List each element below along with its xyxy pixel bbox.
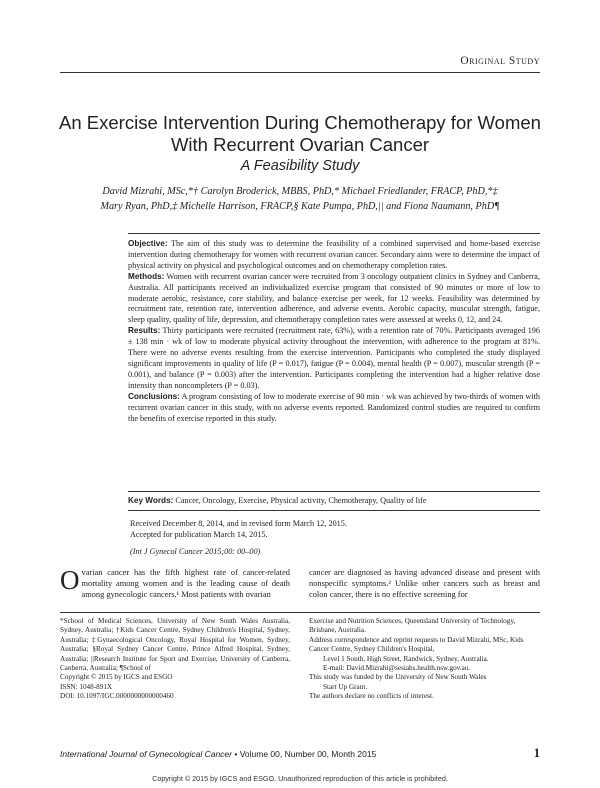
body-text-left: varian cancer has the fifth highest rate of cancer-related mortality among women and is the leading cause of death among gynecologic cancers.¹ Most patients with ovarian (81, 568, 290, 599)
authors-line-2: Mary Ryan, PhD,‡ Michelle Harrison, FRACP,§ Kate Pumpa, PhD,|| and Fiona Naumann, PhD¶ (100, 201, 500, 212)
accepted-date: Accepted for publication March 14, 2015. (130, 530, 268, 539)
doi: DOI: 10.1097/IGC.0000000000000460 (60, 692, 174, 701)
journal-footer (60, 749, 376, 759)
abstract-objective (128, 239, 540, 272)
header-rule (60, 72, 540, 73)
footnotes-right (309, 617, 540, 702)
methods-text: Women with recurrent ovarian cancer were recruited from 3 oncology outpatient clinics in Sydney and Canberra, Australia. All participants received an individualized exercise program that consisted of 90 minutes or more of low to moderate aerobic, resistance, core stability, and balance exercise per week, for 12 weeks. Feasibility was determined by recruitment rate, retention rate, intervention adherence, and adverse events. Aerobic capacity, muscular strength, fatigue, sleep quality, quality of life, depression, and chemotherapy completion rates were assessed at weeks 0, 12, and 24. (128, 271, 540, 325)
address-line-1: Address correspondence and reprint requests to David Mizrahi, MSc, Kids Cancer Centre, Sydney Children's Hospital, (309, 635, 524, 654)
affiliations-continued: Exercise and Nutrition Sciences, Queensland University of Technology, Brisbane, Australia. (309, 617, 516, 635)
page-number: 1 (533, 746, 540, 760)
abstract-results (128, 326, 540, 391)
address-line-2: Level 1 South, High Street, Randwick, Sydney, Australia. (323, 654, 489, 663)
article-dates (130, 518, 540, 540)
results-label: Results: (128, 326, 161, 336)
copyright: Copyright © 2015 by IGCS and ESGO (60, 673, 173, 682)
funding-line-2: Start Up Grant. (323, 682, 368, 691)
footer-separator: • (234, 749, 240, 759)
body-column-right (309, 568, 540, 601)
abstract (128, 233, 540, 424)
journal-name: International Journal of Gynecological Cancer (60, 749, 232, 759)
article-title: An Exercise Intervention During Chemotherapy for Women With Recurrent Ovarian Cancer (59, 112, 541, 155)
objective-label: Objective: (128, 239, 168, 248)
author-list (55, 184, 545, 214)
copyright-notice: Copyright © 2015 by IGCS and ESGO. Unauthorized reproduction of this article is prohibited. (152, 774, 448, 783)
received-date: Received December 8, 2014, and in revised form March 12, 2015. (130, 519, 347, 528)
article-subtitle: A Feasibility Study (240, 158, 360, 174)
keywords-text: Cancer, Oncology, Exercise, Physical activity, Chemotherapy, Quality of life (175, 496, 427, 505)
footnote-rule (60, 612, 540, 613)
journal-volume: Volume 00, Number 00, Month 2015 (239, 749, 377, 759)
conclusions-label: Conclusions: (128, 391, 180, 401)
address-line-3: E-mail: David.Mizrahi@sesiahs.health.nsw.gov.au. (323, 664, 471, 673)
conclusions-text: A program consisting of low to moderate exercise of 90 min · wk was achieved by two-thirds of women with recurrent ovarian cancer in this study, with no adverse events reported. Randomized control studies are required to confirm the benefits of exercise reported in this study. (128, 391, 540, 423)
drop-cap: O (60, 565, 80, 595)
section-label: Original Study (460, 55, 540, 67)
issn: ISSN: 1048-891X (60, 682, 113, 691)
abstract-conclusions (128, 392, 540, 425)
footnotes-left (60, 617, 290, 702)
citation: (Int J Gynecol Cancer 2015;00: 00–00) (130, 547, 261, 556)
keywords-label: Key Words: (128, 496, 174, 505)
abstract-methods (128, 272, 540, 327)
body-text-right: cancer are diagnosed as having advanced disease and present with nonspecific symptoms.² Unlike other cancers such as breast and colon cancer, there is no effective screening for (309, 568, 540, 599)
objective-text: The aim of this study was to determine the feasibility of a combined supervised and home-based exercise intervention during chemotherapy for women with recurrent ovarian cancer. Secondary aims were to determine the impact of physical activity on physical and psychological outcomes and on chemotherapy completion rates. (128, 239, 540, 270)
body-column-left (60, 565, 290, 601)
funding-line-1: This study was funded by the University of New South Wales (309, 673, 487, 682)
keywords (128, 491, 540, 511)
authors-line-1: David Mizrahi, MSc,*† Carolyn Broderick, MBBS, PhD,* Michael Friedlander, FRACP, PhD,*‡ (102, 186, 498, 197)
results-text: Thirty participants were recruited (recruitment rate, 63%), with a retention rate of 70%. Participants averaged 196 ± 138 min · wk of low to moderate physical activity throughout the intervention, with adherence to the program at 81%. There were no adverse events resulting from the exercise intervention. Participants who completed the study displayed significant improvements in quality of life (P = 0.017), fatigue (P = 0.004), mental health (P = 0.007), muscular strength (P = 0.001), and balance (P = 0.003) after the intervention. Participants completing the intervention had a higher relative dose intensity than noncompleters (P = 0.03). (128, 326, 540, 390)
methods-label: Methods: (128, 271, 165, 281)
conflicts: The authors declare no conflicts of interest. (309, 692, 434, 701)
affiliations: *School of Medical Sciences, University of New South Wales Australia, Sydney, Australia; †Kids Cancer Centre, Sydney Children's Hospital, Sydney, Australia; ‡Gynaecological Oncology, Royal Hospital for Women, Sydney, Australia; §Royal Sydney Cancer Centre, Prince Alfred Hospital, Sydney, Australia; ||Research Institute for Sport and Exercise, University of Canberra, Canberra, Australia; ¶School of (60, 617, 290, 673)
